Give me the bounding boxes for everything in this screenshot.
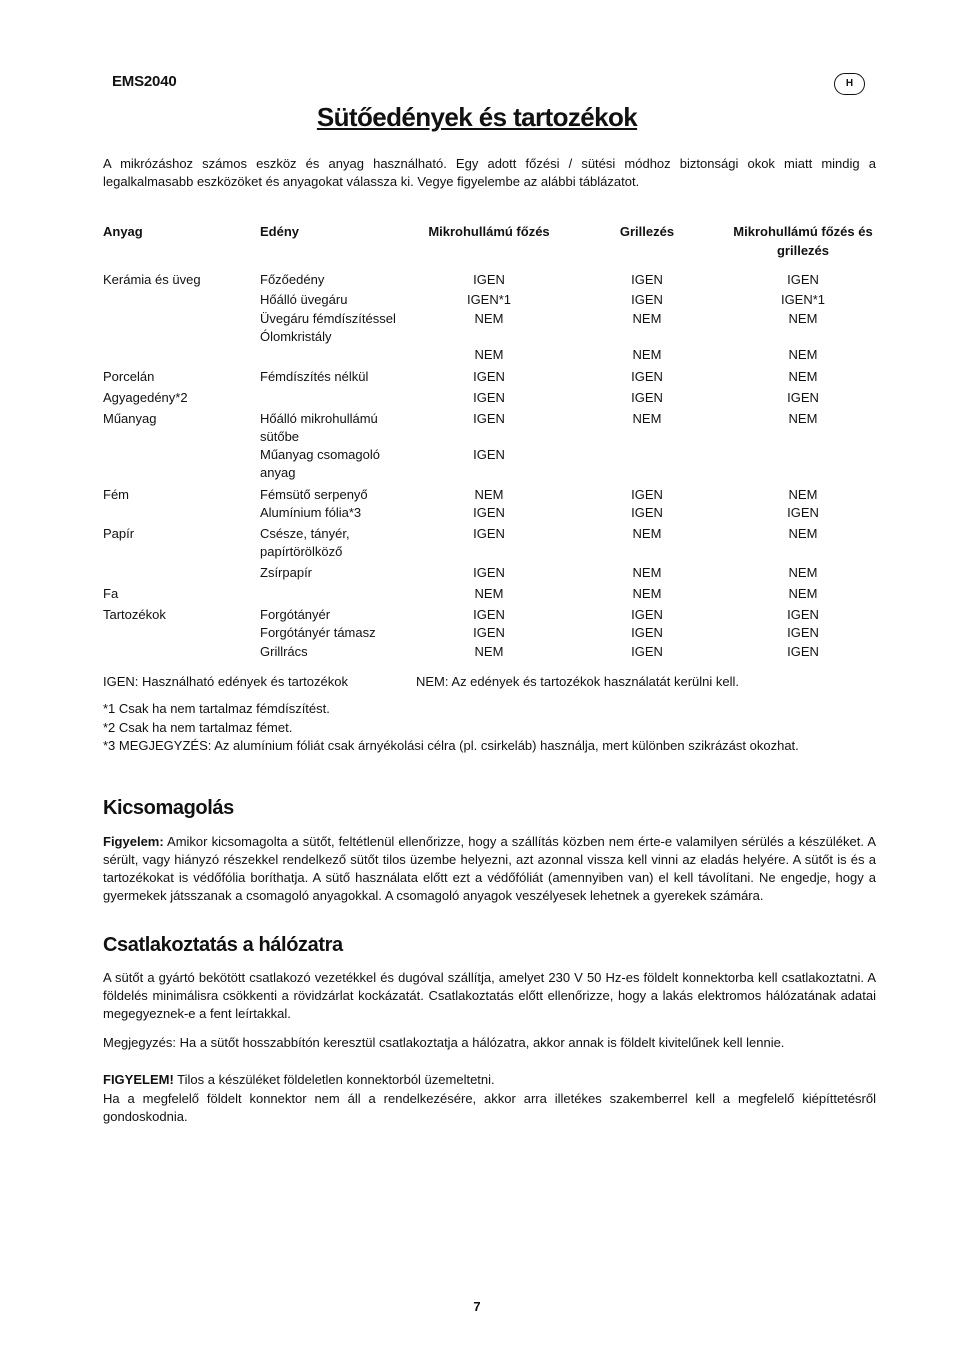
table-cell-grill: NEM [632, 347, 662, 362]
table-cell-combined: NEM [788, 369, 818, 384]
table-cell-combined: NEM [788, 487, 818, 502]
table-cell-material: Fém [103, 487, 129, 502]
table-cell-material: Agyagedény*2 [103, 390, 188, 405]
table-cell-grill: IGEN [631, 644, 663, 659]
table-cell-material: Műanyag [103, 411, 157, 426]
table-cell-grill: IGEN [631, 505, 663, 520]
table-cell-microwave: IGEN [473, 526, 505, 541]
table-cell-combined: NEM [788, 586, 818, 601]
table-cell-microwave: IGEN [473, 625, 505, 640]
table-header-dish: Edény [260, 224, 300, 239]
table-cell-dish: Fémdíszítés nélkül [260, 369, 369, 384]
table-cell-combined: IGEN [787, 505, 819, 520]
unpacking-lead: Figyelem: [103, 834, 164, 849]
table-cell-dish: Hőálló mikrohullámú sütőbe [260, 411, 378, 444]
table-cell-grill: IGEN [631, 607, 663, 622]
table-cell-microwave: IGEN [473, 411, 505, 426]
unpacking-text: Amikor kicsomagolta a sütőt, feltétlenül ellenőrizze, hogy a szállítás közben nem érte-e valamilyen sérülés a készüléket. A sérült, vagy hiányzó részekkel rendelkező sütőt tilos üzembe helyezni, azt azonnal vissza kell vinni az eladás helyére. A sütőt is és a tartozékokat is védőfólia boríthatja. A sütő használata előtt ezt a védőfóliát (amennyiben van) el kell távolítani. Ne engedje, hogy a gyermekek játsszanak a csomagoló anyagokkal. A csomagoló anyagok veszélyesek lehetnek a gyerekek számára. [103, 834, 876, 903]
table-cell-material: Tartozékok [103, 607, 166, 622]
table-cell-combined: IGEN [787, 644, 819, 659]
table-cell-dish: Grillrács [260, 644, 308, 659]
table-cell-microwave: IGEN [473, 505, 505, 520]
warning-line [103, 1071, 876, 1089]
table-cell-combined: NEM [788, 311, 818, 326]
intro-paragraph: A mikrózáshoz számos eszköz és anyag használható. Egy adott főzési / sütési módhoz biztonsági okok miatt mindig a legalkalmasabb eszközöket és anyagokat válassza ki. Vegye figyelembe az alábbi táblázatot. [103, 156, 876, 189]
table-cell-grill: IGEN [631, 487, 663, 502]
table-cell-combined: IGEN [787, 625, 819, 640]
table-cell-material: Fa [103, 586, 119, 601]
table-cell-grill: IGEN [631, 390, 663, 405]
extension-note: Megjegyzés: Ha a sütőt hosszabbítón keresztül csatlakoztatja a hálózatra, akkor annak is földelt kivitelűnek kell lennie. [103, 1035, 785, 1050]
table-cell-material: Papír [103, 526, 135, 541]
table-cell-grill: IGEN [631, 292, 663, 307]
legend-igen: IGEN: Használható edények és tartozékok [103, 674, 348, 689]
table-cell-dish: Üvegáru fémdíszítéssel [260, 311, 396, 326]
table-cell-microwave: NEM [474, 311, 504, 326]
section-heading-connection: Csatlakoztatás a hálózatra [103, 934, 343, 956]
table-cell-microwave: IGEN [473, 272, 505, 287]
legend-nem: NEM: Az edények és tartozékok használatát kerülni kell. [416, 674, 739, 689]
table-cell-grill: NEM [632, 411, 662, 426]
table-cell-dish: Fémsütő serpenyő [260, 487, 368, 502]
table-cell-dish: Ólomkristály [260, 329, 332, 344]
page-number: 7 [473, 1299, 481, 1314]
installation-paragraph: Ha a megfelelő földelt konnektor nem áll a rendelkezésére, akkor arra illetékes szakemberrel kell a megfelelő kiépíttetésről gondoskodnia. [103, 1091, 876, 1124]
table-cell-dish: Műanyag csomagoló anyag [260, 447, 380, 480]
table-cell-microwave: IGEN [473, 607, 505, 622]
table-cell-dish: Forgótányér támasz [260, 625, 376, 640]
table-cell-dish: Zsírpapír [260, 565, 313, 580]
language-badge: H [834, 73, 865, 95]
table-cell-grill: NEM [632, 526, 662, 541]
table-header-combined: Mikrohullámú főzés és grillezés [733, 224, 873, 258]
table-cell-grill: NEM [632, 565, 662, 580]
table-cell-combined: NEM [788, 347, 818, 362]
section-heading-unpacking: Kicsomagolás [103, 797, 234, 819]
table-cell-combined: IGEN [787, 390, 819, 405]
table-cell-combined: IGEN [787, 607, 819, 622]
table-cell-combined: NEM [788, 411, 818, 426]
table-cell-microwave: NEM [474, 644, 504, 659]
table-cell-combined: NEM [788, 526, 818, 541]
table-cell-dish: Főzőedény [260, 272, 325, 287]
table-cell-grill: IGEN [631, 625, 663, 640]
table-cell-combined: NEM [788, 565, 818, 580]
footnote-3: *3 MEGJEGYZÉS: Az alumínium fóliát csak árnyékolási célra (pl. csirkeláb) használja, mert különben szikrázást okozhat. [103, 738, 799, 753]
table-cell-dish: Forgótányér [260, 607, 331, 622]
table-header-microwave: Mikrohullámú főzés [428, 224, 550, 239]
table-cell-microwave: IGEN [473, 447, 505, 462]
table-cell-material: Porcelán [103, 369, 155, 384]
connection-paragraph: A sütőt a gyártó bekötött csatlakozó vezetékkel és dugóval szállítja, amelyet 230 V 50 Hz-es földelt konnektorba kell csatlakoztatni. A földelés minimálisra csökkenti a rövidzárlat kockázatát. Csatlakoztatás előtt ellenőrizze, hogy a lakás elektromos hálózatának adatai megegyeznek-e a fent leírtakkal. [103, 970, 876, 1021]
table-cell-microwave: IGEN*1 [466, 292, 512, 307]
unpacking-paragraph [103, 833, 876, 905]
footnote-2: *2 Csak ha nem tartalmaz fémet. [103, 720, 293, 735]
table-cell-microwave: NEM [474, 586, 504, 601]
table-cell-grill: NEM [632, 586, 662, 601]
table-cell-material: Kerámia és üveg [103, 272, 201, 287]
table-cell-microwave: NEM [474, 487, 504, 502]
page-title: Sütőedények és tartozékok [316, 102, 638, 132]
table-cell-combined: IGEN*1 [780, 292, 826, 307]
table-cell-combined: IGEN [787, 272, 819, 287]
table-cell-dish: Hőálló üvegáru [260, 292, 348, 307]
table-cell-microwave: NEM [474, 347, 504, 362]
table-cell-dish: Alumínium fólia*3 [260, 505, 362, 520]
table-cell-microwave: IGEN [473, 565, 505, 580]
warning-lead: FIGYELEM! [103, 1072, 174, 1087]
table-cell-grill: NEM [632, 311, 662, 326]
table-cell-microwave: IGEN [473, 390, 505, 405]
model-number: EMS2040 [112, 73, 177, 90]
table-header-grill: Grillezés [619, 224, 675, 239]
footnote-1: *1 Csak ha nem tartalmaz fémdíszítést. [103, 701, 330, 716]
table-cell-grill: IGEN [631, 272, 663, 287]
table-cell-grill: IGEN [631, 369, 663, 384]
warning-text: Tilos a készüléket földeletlen konnektorból üzemeltetni. [177, 1072, 495, 1087]
table-cell-dish: Csésze, tányér, papírtörölköző [260, 526, 350, 559]
table-cell-microwave: IGEN [473, 369, 505, 384]
table-header-material: Anyag [103, 224, 143, 239]
